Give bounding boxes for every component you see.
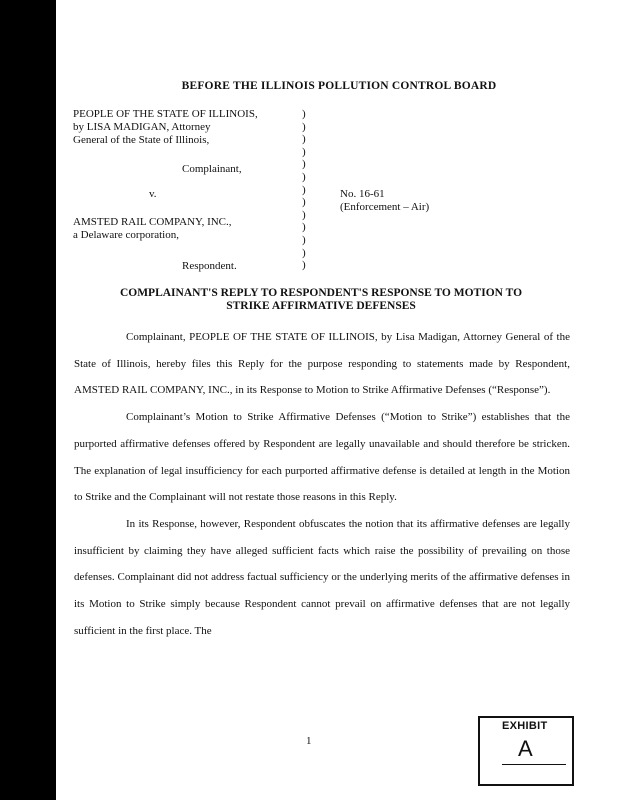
paren: ): [302, 221, 306, 234]
reply-title-line-1: COMPLAINANT'S REPLY TO RESPONDENT'S RESPONSE TO MOTION TO: [119, 287, 523, 299]
exhibit-sticker: [478, 716, 574, 786]
page-number: 1: [306, 735, 312, 747]
defendant-line-2: a Delaware corporation,: [73, 229, 179, 241]
paren: ): [302, 196, 306, 209]
exhibit-letter: A: [518, 736, 533, 761]
body-paragraph-3: In its Response, however, Respondent obfuscates the notion that its affirmative defenses are legally insufficient by claiming they have alleged sufficient facts which raise the possibility of prevailing on those defenses. Complainant did not address factual sufficiency or the underlying merits of the affirmative defenses in its Motion to Strike simply because Respondent cannot prevail on affirmative defenses that are not legally sufficient in the first place. The: [74, 517, 570, 637]
paren: ): [302, 171, 306, 183]
plaintiff-line-2: by LISA MADIGAN, Attorney: [73, 121, 211, 133]
plaintiff-line-1: PEOPLE OF THE STATE OF ILLINOIS,: [73, 108, 258, 120]
versus-label: v.: [149, 188, 157, 200]
document-page: [56, 0, 622, 800]
exhibit-label: EXHIBIT: [502, 720, 548, 732]
complainant-label: Complainant,: [182, 163, 242, 175]
case-caption: [73, 108, 493, 278]
exhibit-underline: [502, 764, 566, 765]
paren: ): [302, 234, 306, 246]
scan-left-margin-bar: [0, 0, 56, 800]
body-text: [74, 324, 570, 644]
plaintiff-line-3: General of the State of Illinois,: [73, 134, 210, 146]
paren: ): [302, 120, 306, 133]
defendant-line-1: AMSTED RAIL COMPANY, INC.,: [73, 216, 232, 228]
body-paragraph-1: Complainant, PEOPLE OF THE STATE OF ILLINOIS, by Lisa Madigan, Attorney General of the State of Illinois, hereby files this Reply for the purpose responding to statements made by Respondent, AMSTED RAIL COMPANY, INC., in its Response to Motion to Strike Affirmative Defenses (“Response”).: [74, 331, 570, 397]
paren: ): [302, 133, 306, 146]
case-type: (Enforcement – Air): [340, 201, 430, 213]
paren: ): [302, 158, 306, 171]
paren: ): [302, 208, 306, 221]
respondent-label: Respondent.: [182, 260, 237, 272]
body-paragraph-2: Complainant’s Motion to Strike Affirmative Defenses (“Motion to Strike”) establishes that the purported affirmative defenses offered by Respondent are legally unavailable and should therefore be stricken. The explanation of legal insufficiency for each purported affirmative defense is detailed at length in the Motion to Strike and the Complainant will not restate those reasons in this Reply.: [74, 411, 570, 504]
paren: ): [302, 183, 306, 196]
board-title: BEFORE THE ILLINOIS POLLUTION CONTROL BOARD: [181, 80, 497, 92]
case-number-block: [340, 188, 429, 214]
paren: ): [302, 108, 306, 120]
paren: ): [302, 145, 306, 158]
reply-title: [86, 287, 556, 313]
paren: ): [302, 259, 306, 272]
reply-title-line-2: STRIKE AFFIRMATIVE DEFENSES: [226, 300, 416, 312]
case-number: No. 16-61: [340, 188, 385, 200]
paren: ): [302, 246, 306, 259]
